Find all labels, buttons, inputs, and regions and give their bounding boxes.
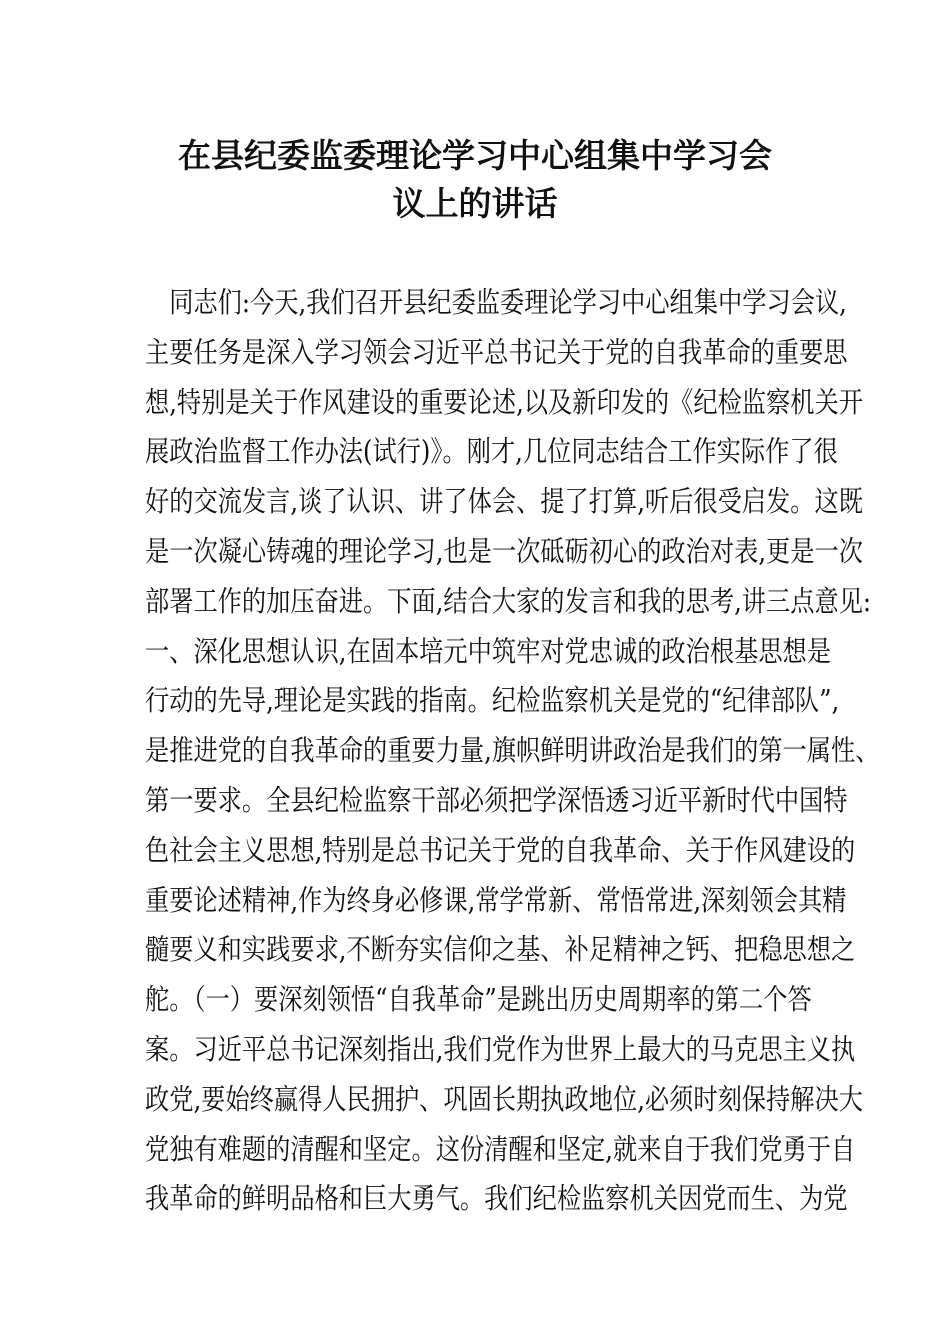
body-text-line: 是一次凝心铸魂的理论学习,也是一次砥砺初心的政治对表,更是一次 xyxy=(145,534,863,568)
body-text-line: 政党,要始终赢得人民拥护、巩固长期执政地位,必须时刻保持解决大 xyxy=(145,1082,863,1116)
body-text-line: 同志们:今天,我们召开县纪委监委理论学习中心组集中学习会议, xyxy=(145,286,847,319)
body-text-line: 行动的先导,理论是实践的指南。纪检监察机关是党的“纪律部队”, xyxy=(145,684,840,718)
body-text-line: 髓要义和实践要求,不断夯实信仰之基、补足精神之钙、把稳思想之 xyxy=(145,933,856,967)
body-text-line: 部署工作的加压奋进。下面,结合大家的发言和我的思考,讲三点意见: xyxy=(145,584,872,618)
body-text-line: 重要论述精神,作为终身必修课,常学常新、常悟常进,深刻领会其精 xyxy=(145,883,847,917)
title-line-1: 在县纪委监委理论学习中心组集中学习会 xyxy=(178,136,772,175)
body-text-line: 想,特别是关于作风建设的重要论述,以及新印发的《纪检监察机关开 xyxy=(145,385,863,419)
title-line-2: 议上的讲话 xyxy=(392,184,558,223)
body-text-line: 是推进党的自我革命的重要力量,旗帜鲜明讲政治是我们的第一属性、 xyxy=(145,734,880,768)
body-text-line: 好的交流发言,谈了认识、讲了体会、提了打算,听后很受启发。这既 xyxy=(145,485,863,519)
body-text-line: 展政治监督工作办法(试行)》。刚才,几位同志结合工作实际作了很 xyxy=(145,435,838,469)
body-text-line: 舵。（一）要深刻领悟“自我革命”是跳出历史周期率的第二个答 xyxy=(145,983,812,1017)
body-text-line: 主要任务是深入学习领会习近平总书记关于党的自我革命的重要思 xyxy=(145,335,848,369)
body-text-line: 色社会主义思想,特别是总书记关于党的自我革命、关于作风建设的 xyxy=(145,833,856,867)
body-text-line: 案。习近平总书记深刻指出,我们党作为世界上最大的马克思主义执 xyxy=(145,1032,856,1066)
body-text-line: 我革命的鲜明品格和巨大勇气。我们纪检监察机关因党而生、为党 xyxy=(145,1182,848,1216)
body-text-line: 党独有难题的清醒和坚定。这份清醒和坚定,就来自于我们党勇于自 xyxy=(145,1132,856,1166)
document-title xyxy=(0,132,950,228)
body-text-line: 第一要求。全县纪检监察干部必须把学深悟透习近平新时代中国特 xyxy=(145,783,848,817)
document-body xyxy=(145,278,880,1224)
body-text-line: 一、深化思想认识,在固本培元中筑牢对党忠诚的政治根基思想是 xyxy=(145,634,832,668)
